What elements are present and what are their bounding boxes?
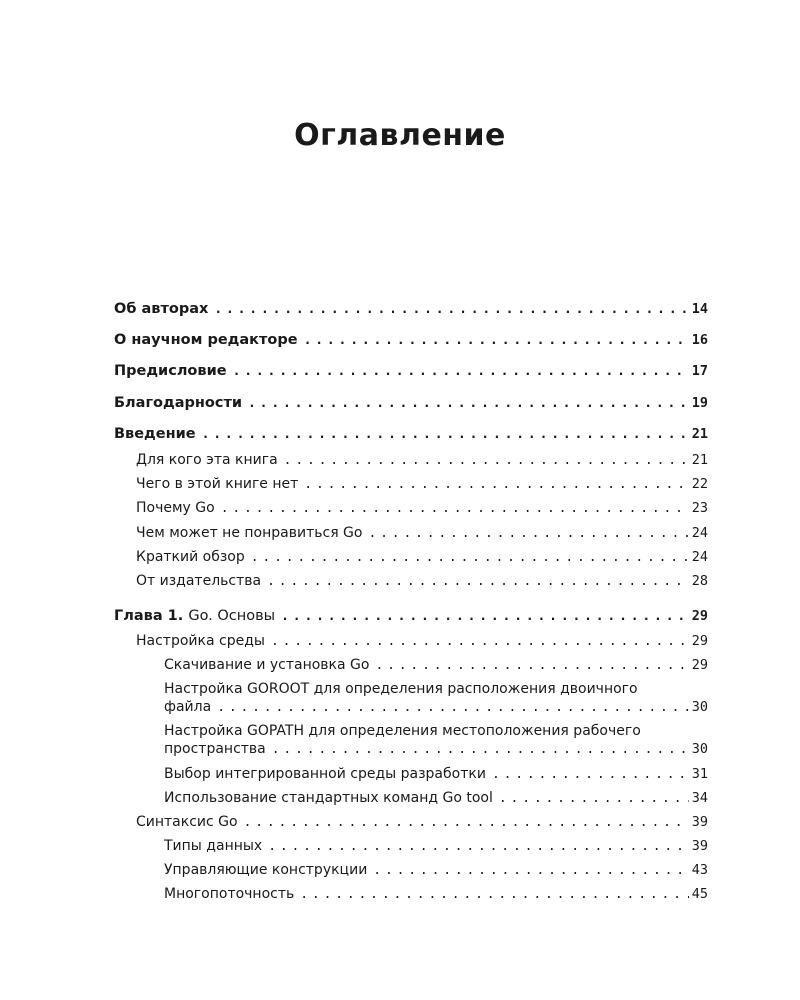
toc-entry-label-line1: Настройка GOPATH для определения местоположения рабочего [164, 723, 641, 739]
toc-entry-label: О научном редакторе [114, 332, 298, 348]
toc-entry-label: Об авторах [114, 301, 209, 317]
toc-entry-ide-choice[interactable] [0, 765, 800, 784]
toc-entry-label [114, 607, 275, 625]
toc-page-number: 31 [691, 766, 708, 782]
dot-leader [248, 395, 689, 413]
toc-page-number: 21 [691, 452, 708, 468]
toc-entry-label: пространства [164, 741, 266, 757]
dot-leader [268, 838, 689, 856]
toc-entry-preface[interactable] [0, 362, 800, 381]
toc-page-number: 43 [691, 862, 708, 878]
toc-entry-scientific-editor[interactable] [0, 331, 800, 350]
toc-entry-label: Скачивание и установка Go [164, 657, 370, 673]
toc-entry-overview[interactable] [0, 548, 800, 567]
toc-entry-label: Для кого эта книга [136, 452, 278, 468]
toc-page-number: 28 [691, 573, 708, 589]
toc-entry-label: Управляющие конструкции [164, 862, 368, 878]
page-title: Оглавление [294, 118, 506, 153]
toc-page-number: 29 [691, 633, 708, 649]
toc-entry-label-line1: Настройка GOROOT для определения расположения двоичного [164, 681, 638, 697]
toc-entry-control-structures[interactable] [0, 861, 800, 880]
dot-leader [375, 657, 688, 675]
dot-leader [267, 573, 689, 591]
toc-page-number: 23 [691, 500, 708, 516]
toc-page-number: 14 [691, 301, 708, 317]
toc-page-number: 29 [691, 657, 708, 673]
dot-leader [271, 633, 689, 651]
dot-leader [251, 549, 689, 567]
dot-leader [244, 814, 689, 832]
toc-page-number: 30 [691, 699, 708, 715]
toc-entry-label: Многопоточность [164, 886, 295, 902]
toc-entry-label: Выбор интегрированной среды разработки [164, 766, 486, 782]
dot-leader [281, 608, 689, 626]
toc-page-number: 39 [691, 814, 708, 830]
toc-page-number: 24 [691, 525, 708, 541]
toc-page-number: 29 [691, 608, 708, 624]
chapter-number: Глава 1. [114, 608, 184, 624]
dot-leader [300, 886, 688, 904]
toc-page-number: 16 [691, 332, 708, 348]
dot-leader [221, 500, 689, 518]
toc-entry-acknowledgements[interactable] [0, 394, 800, 413]
toc-page-number: 22 [691, 476, 708, 492]
toc-entry-label: Благодарности [114, 395, 243, 411]
toc-page-number: 34 [691, 790, 708, 806]
dot-leader [272, 741, 689, 759]
toc-page-number: 21 [691, 426, 708, 442]
toc-entry-data-types[interactable] [0, 837, 800, 856]
toc-entry-who-is-this-book-for[interactable] [0, 451, 800, 470]
toc-entry-why-go[interactable] [0, 499, 800, 518]
toc-page-number: 24 [691, 549, 708, 565]
toc-entry-concurrency[interactable] [0, 885, 800, 904]
toc-entry-go-syntax[interactable] [0, 813, 800, 832]
toc-page-number: 30 [691, 741, 708, 757]
toc-entry-chapter-1[interactable] [0, 607, 800, 626]
dot-leader [214, 301, 688, 319]
toc-entry-go-tool-commands[interactable] [0, 789, 800, 808]
toc-entry-label: Краткий обзор [136, 549, 245, 565]
toc-entry-environment-setup[interactable] [0, 632, 800, 651]
toc-entry-label: Типы данных [164, 838, 263, 854]
toc-entry-goroot-setup[interactable] [0, 680, 800, 717]
toc-entry-label: Чего в этой книге нет [136, 476, 299, 492]
toc-entry-label: Использование стандартных команд Go tool [164, 790, 493, 806]
dot-leader [368, 525, 688, 543]
toc-entry-from-publisher[interactable] [0, 572, 800, 591]
dot-leader [304, 476, 688, 494]
toc-entry-label: Настройка среды [136, 633, 265, 649]
dot-leader [202, 426, 689, 444]
toc-entry-label: файла [164, 699, 212, 715]
toc-entry-not-in-this-book[interactable] [0, 475, 800, 494]
toc-page-number: 39 [691, 838, 708, 854]
toc-page-number: 17 [691, 363, 708, 379]
toc-entry-introduction[interactable] [0, 425, 800, 444]
toc-entry-gopath-setup[interactable] [0, 722, 800, 759]
toc-entry-download-install-go[interactable] [0, 656, 800, 675]
toc-entry-label: Предисловие [114, 363, 227, 379]
toc-entry-label: Чем может не понравиться Go [136, 525, 363, 541]
dot-leader [304, 332, 689, 350]
chapter-title: Go. Основы [188, 608, 276, 624]
dot-leader [492, 766, 689, 784]
dot-leader [373, 862, 688, 880]
toc-entry-label: Почему Go [136, 500, 215, 516]
dot-leader [284, 452, 689, 470]
toc-page-number: 45 [691, 886, 708, 902]
dot-leader [217, 699, 689, 717]
toc-page-number: 19 [691, 395, 708, 411]
toc-entry-label: Синтаксис Go [136, 814, 238, 830]
toc-entry-label: От издательства [136, 573, 262, 589]
toc-entry-why-not-go[interactable] [0, 524, 800, 543]
dot-leader [499, 790, 689, 808]
toc-entry-about-authors[interactable] [0, 300, 800, 319]
dot-leader [233, 363, 689, 381]
toc-entry-label: Введение [114, 426, 196, 442]
